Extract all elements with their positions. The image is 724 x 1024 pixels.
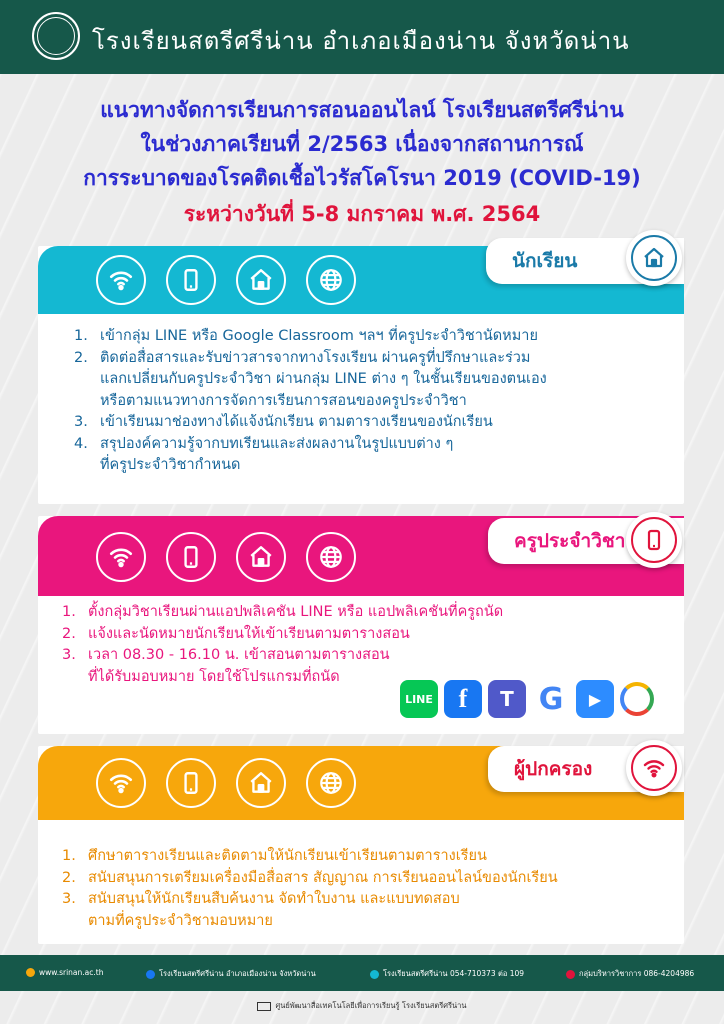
school-name: โรงเรียนสตรีศรีน่าน อำเภอเมืองน่าน จังหวัดน่าน	[92, 27, 630, 55]
footer-phone-school: โรงเรียนสตรีศรีน่าน 054-710373 ต่อ 109	[370, 968, 524, 980]
students-tag-icon	[626, 230, 682, 286]
list-item: 2. สนับสนุนการเตรียมเครื่องมือสื่อสาร สัญญาณ การเรียนออนไลน์ของนักเรียน	[62, 869, 558, 886]
home-icon	[236, 255, 286, 305]
zoom-app-icon: ▶	[576, 680, 614, 718]
students-title: นักเรียน	[512, 250, 578, 272]
google-app-icon: G	[532, 680, 570, 718]
students-list	[74, 326, 547, 477]
headline-line-1: แนวทางจัดการเรียนการสอนออนไลน์ โรงเรียนสตรีศรีน่าน	[100, 98, 624, 122]
list-item: 1. ศึกษาตารางเรียนและติดตามให้นักเรียนเข้าเรียนตามตารางเรียน	[62, 848, 487, 864]
facebook-icon	[146, 970, 155, 979]
list-item: 2. แจ้งและนัดหมายนักเรียนให้เข้าเรียนตามตารางสอน	[62, 625, 410, 642]
list-item: 1. เข้ากลุ่ม LINE หรือ Google Classroom ฯลฯ ที่ครูประจำวิชานัดหมาย	[74, 328, 538, 344]
phone-icon	[166, 255, 216, 305]
home-icon	[236, 758, 286, 808]
headline-date: ระหว่างวันที่ 5-8 มกราคม พ.ศ. 2564	[183, 202, 541, 226]
wifi-icon	[96, 532, 146, 582]
globe-icon	[306, 255, 356, 305]
home-icon	[236, 532, 286, 582]
parents-list	[62, 846, 558, 932]
footer-bar	[0, 955, 724, 991]
phone-icon	[166, 758, 216, 808]
globe-icon	[306, 758, 356, 808]
media-center-logo-icon	[257, 1002, 271, 1011]
footer-phone-admin: กลุ่มบริหารวิชาการ 086-4204986	[566, 968, 694, 980]
teachers-tag-icon	[626, 512, 682, 568]
footer-website[interactable]: www.srinan.ac.th	[26, 968, 103, 977]
globe-icon	[306, 532, 356, 582]
phone-icon	[566, 970, 575, 979]
credit-note: ศูนย์พัฒนาสื่อเทคโนโลยีเพื่อการเรียนรู้ โรงเรียนสตรีศรีน่าน	[0, 1000, 724, 1012]
list-item: 4. สรุปองค์ความรู้จากบทเรียนและส่งผลงานในรูปแบบต่าง ๆ ที่ครูประจำวิชากำหนด	[74, 435, 454, 473]
meet-app-icon	[620, 682, 654, 716]
teachers-list	[62, 602, 503, 688]
teams-app-icon: T	[488, 680, 526, 718]
list-item: 3. สนับสนุนให้นักเรียนสืบค้นงาน จัดทำใบงาน และแบบทดสอบ ตามที่ครูประจำวิชามอบหมาย	[62, 891, 460, 929]
footer-facebook[interactable]: โรงเรียนสตรีศรีน่าน อำเภอเมืองน่าน จังหวัดน่าน	[146, 968, 316, 980]
list-item: 3. เข้าเรียนมาช่องทางได้แจ้งนักเรียน ตามตารางเรียนของนักเรียน	[74, 414, 493, 430]
wifi-icon	[96, 758, 146, 808]
headline-line-2: ในช่วงภาคเรียนที่ 2/2563 เนื่องจากสถานการณ์	[140, 132, 584, 156]
facebook-app-icon: f	[444, 680, 482, 718]
globe-icon	[26, 968, 35, 977]
school-logo	[32, 12, 80, 60]
list-item: 2. ติดต่อสื่อสารและรับข่าวสารจากทางโรงเรียน ผ่านครูที่ปรึกษาและร่วม แลกเปลี่ยนกับครูประจำวิชา ผ่านกลุ่ม LINE ต่าง ๆ ในชั้นเรียนของตนเอง หรือตามแนวทางการจัดการเรียนการสอนของครูประจำวิชา	[74, 349, 547, 409]
phone-icon	[166, 532, 216, 582]
wifi-icon	[96, 255, 146, 305]
list-item: 1. ตั้งกลุ่มวิชาเรียนผ่านแอปพลิเคชัน LINE หรือ แอปพลิเคชันที่ครูถนัด	[62, 604, 504, 620]
parents-tag-icon	[626, 740, 682, 796]
app-icons	[400, 680, 654, 718]
line-app-icon: LINE	[400, 680, 438, 718]
header-bar	[0, 0, 724, 74]
teachers-title: ครูประจำวิชา	[514, 530, 626, 552]
parents-title: ผู้ปกครอง	[514, 758, 593, 780]
headline-line-3: การระบาดของโรคติดเชื้อไวรัสโคโรนา 2019 (COVID-19)	[83, 166, 641, 190]
phone-icon	[370, 970, 379, 979]
list-item: 3. เวลา 08.30 - 16.10 น. เข้าสอนตามตารางสอน ที่ได้รับมอบหมาย โดยใช้โปรแกรมที่ถนัด	[62, 647, 390, 685]
